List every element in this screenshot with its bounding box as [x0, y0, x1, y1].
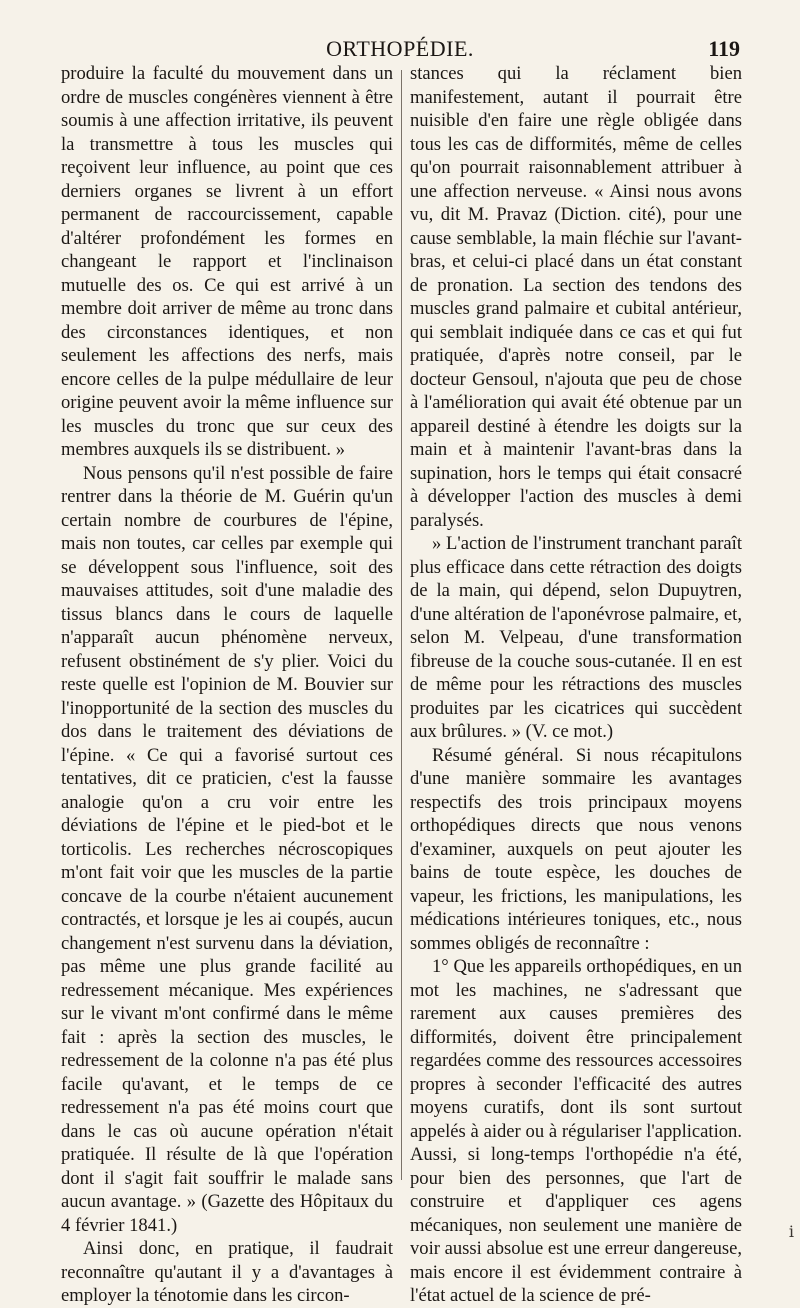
- margin-mark: i: [788, 1222, 794, 1241]
- paragraph: produire la faculté du mouvement dans un ordre de muscles congénères viennent à être soumis à une affection irritative, ils peuvent la transmettre à tous les muscles qui reçoivent leur influence, au point que ces derniers organes se livrent à un effort permanent de raccourcissement, capable d'altérer profondément les formes en changeant le rapport et l'inclinaison mutuelle des os. Ce qui est arrivé à un membre doit arriver de même au tronc dans des circonstances identiques, et non seulement les affections des nerfs, mais encore celles de la pulpe médullaire de leur origine peuvent avoir la même influence sur les muscles du tronc que sur ceux des membres auxquels ils se distribuent. »: [61, 63, 393, 460]
- paragraph: » L'action de l'instrument tranchant paraît plus efficace dans cette rétraction des doigts de la main, qui dépend, selon Dupuytren, d'une altération de l'aponévrose palmaire, et, selon M. Velpeau, d'une transformation fibreuse de la couche sous-cutanée. Il en est de même pour les rétractions des muscles produites par les cicatrices qui succèdent aux brûlures. » (V. ce mot.): [410, 533, 742, 742]
- left-column: [61, 62, 393, 1308]
- page-number: 119: [708, 36, 740, 61]
- column-divider: [401, 70, 402, 1180]
- page-header: [60, 30, 740, 60]
- paragraph: stances qui la réclament bien manifestement, autant il pourrait être nuisible d'en faire une règle obligée dans tous les cas de difformités, même de celles qu'on pourrait raisonnablement attribuer à une affection nerveuse. « Ainsi nous avons vu, dit M. Pravaz (Diction. cité), pour une cause semblable, la main fléchie sur l'avant-bras, et celui-ci placé dans un état constant de pronation. La section des tendons des muscles grand palmaire et cubital antérieur, qui semblait indiquée dans ce cas et qui fut pratiquée, d'après notre conseil, par le docteur Gensoul, n'ajouta que peu de chose à l'amélioration qui avait été obtenue par un appareil destiné à étendre les doigts sur la main et à maintenir l'avant-bras dans la supination, hors le temps qui était consacré à développer l'action des muscles à demi paralysés.: [410, 63, 742, 531]
- paragraph: 1° Que les appareils orthopédiques, en un mot les machines, ne s'adressant que rarement aux causes premières des difformités, doivent être principalement regardées comme des ressources accessoires propres à seconder l'efficacité des autres moyens curatifs, dont ils sont surtout appelés à aider ou à régulariser l'application. Aussi, si long-temps l'orthopédie n'a été, pour bien des personnes, que l'art de construire et d'appliquer ces agens mécaniques, non seulement une manière de voir aussi absolue est une erreur dangereuse, mais encore il est évidemment contraire à l'état actuel de la science de pré-: [410, 956, 742, 1306]
- paragraph: Résumé général. Si nous récapitulons d'une manière sommaire les avantages respectifs des trois principaux moyens orthopédiques directs que nous venons d'examiner, auxquels on peut ajouter les bains de toute espèce, les douches de vapeur, les frictions, les manipulations, les médications intérieures toniques, etc., nous sommes obligés de reconnaître :: [410, 744, 742, 954]
- paragraph: Nous pensons qu'il n'est possible de faire rentrer dans la théorie de M. Guérin qu'un certain nombre de courbures de l'épine, mais non toutes, car celles par exemple qui se développent sous l'influence, soit des mauvaises attitudes, soit d'une maladie des tissus blancs dans le cours de laquelle n'apparaît aucun phénomène nerveux, refusent obstinément de s'y plier. Voici du reste quelle est l'opinion de M. Bouvier sur l'inopportunité de la section des muscles du dos dans le traitement des déviations de l'épine. « Ce qui a favorisé surtout ces tentatives, dit ce praticien, c'est la fausse analogie qu'on a cru voir entre les déviations de l'épine et le pied-bot et le torticolis. Les recherches nécroscopiques m'ont fait voir que les muscles de la partie concave de la courbe n'étaient aucunement contractés, et lorsque je les ai coupés, aucun changement n'est survenu dans la déviation, pas même une plus grande facilité au redressement mécanique. Mes expériences sur le vivant m'ont confirmé dans le même fait : après la section des muscles, le redressement de la colonne n'a pas été plus facile qu'avant, et le temps de ce redressement n'a pas été moins court que dans le cas où aucune opération n'était pratiquée. Il résulte de là que l'opération dont il s'agit fait souffrir le malade sans aucun avantage. » (Gazette des Hôpitaux du 4 février 1841.): [61, 462, 393, 1236]
- right-column: [410, 62, 742, 1308]
- running-title: ORTHOPÉDIE.: [326, 36, 474, 61]
- paragraph: Ainsi donc, en pratique, il faudrait reconnaître qu'autant il y a d'avantages à employer la ténotomie dans les circon-: [61, 1238, 393, 1306]
